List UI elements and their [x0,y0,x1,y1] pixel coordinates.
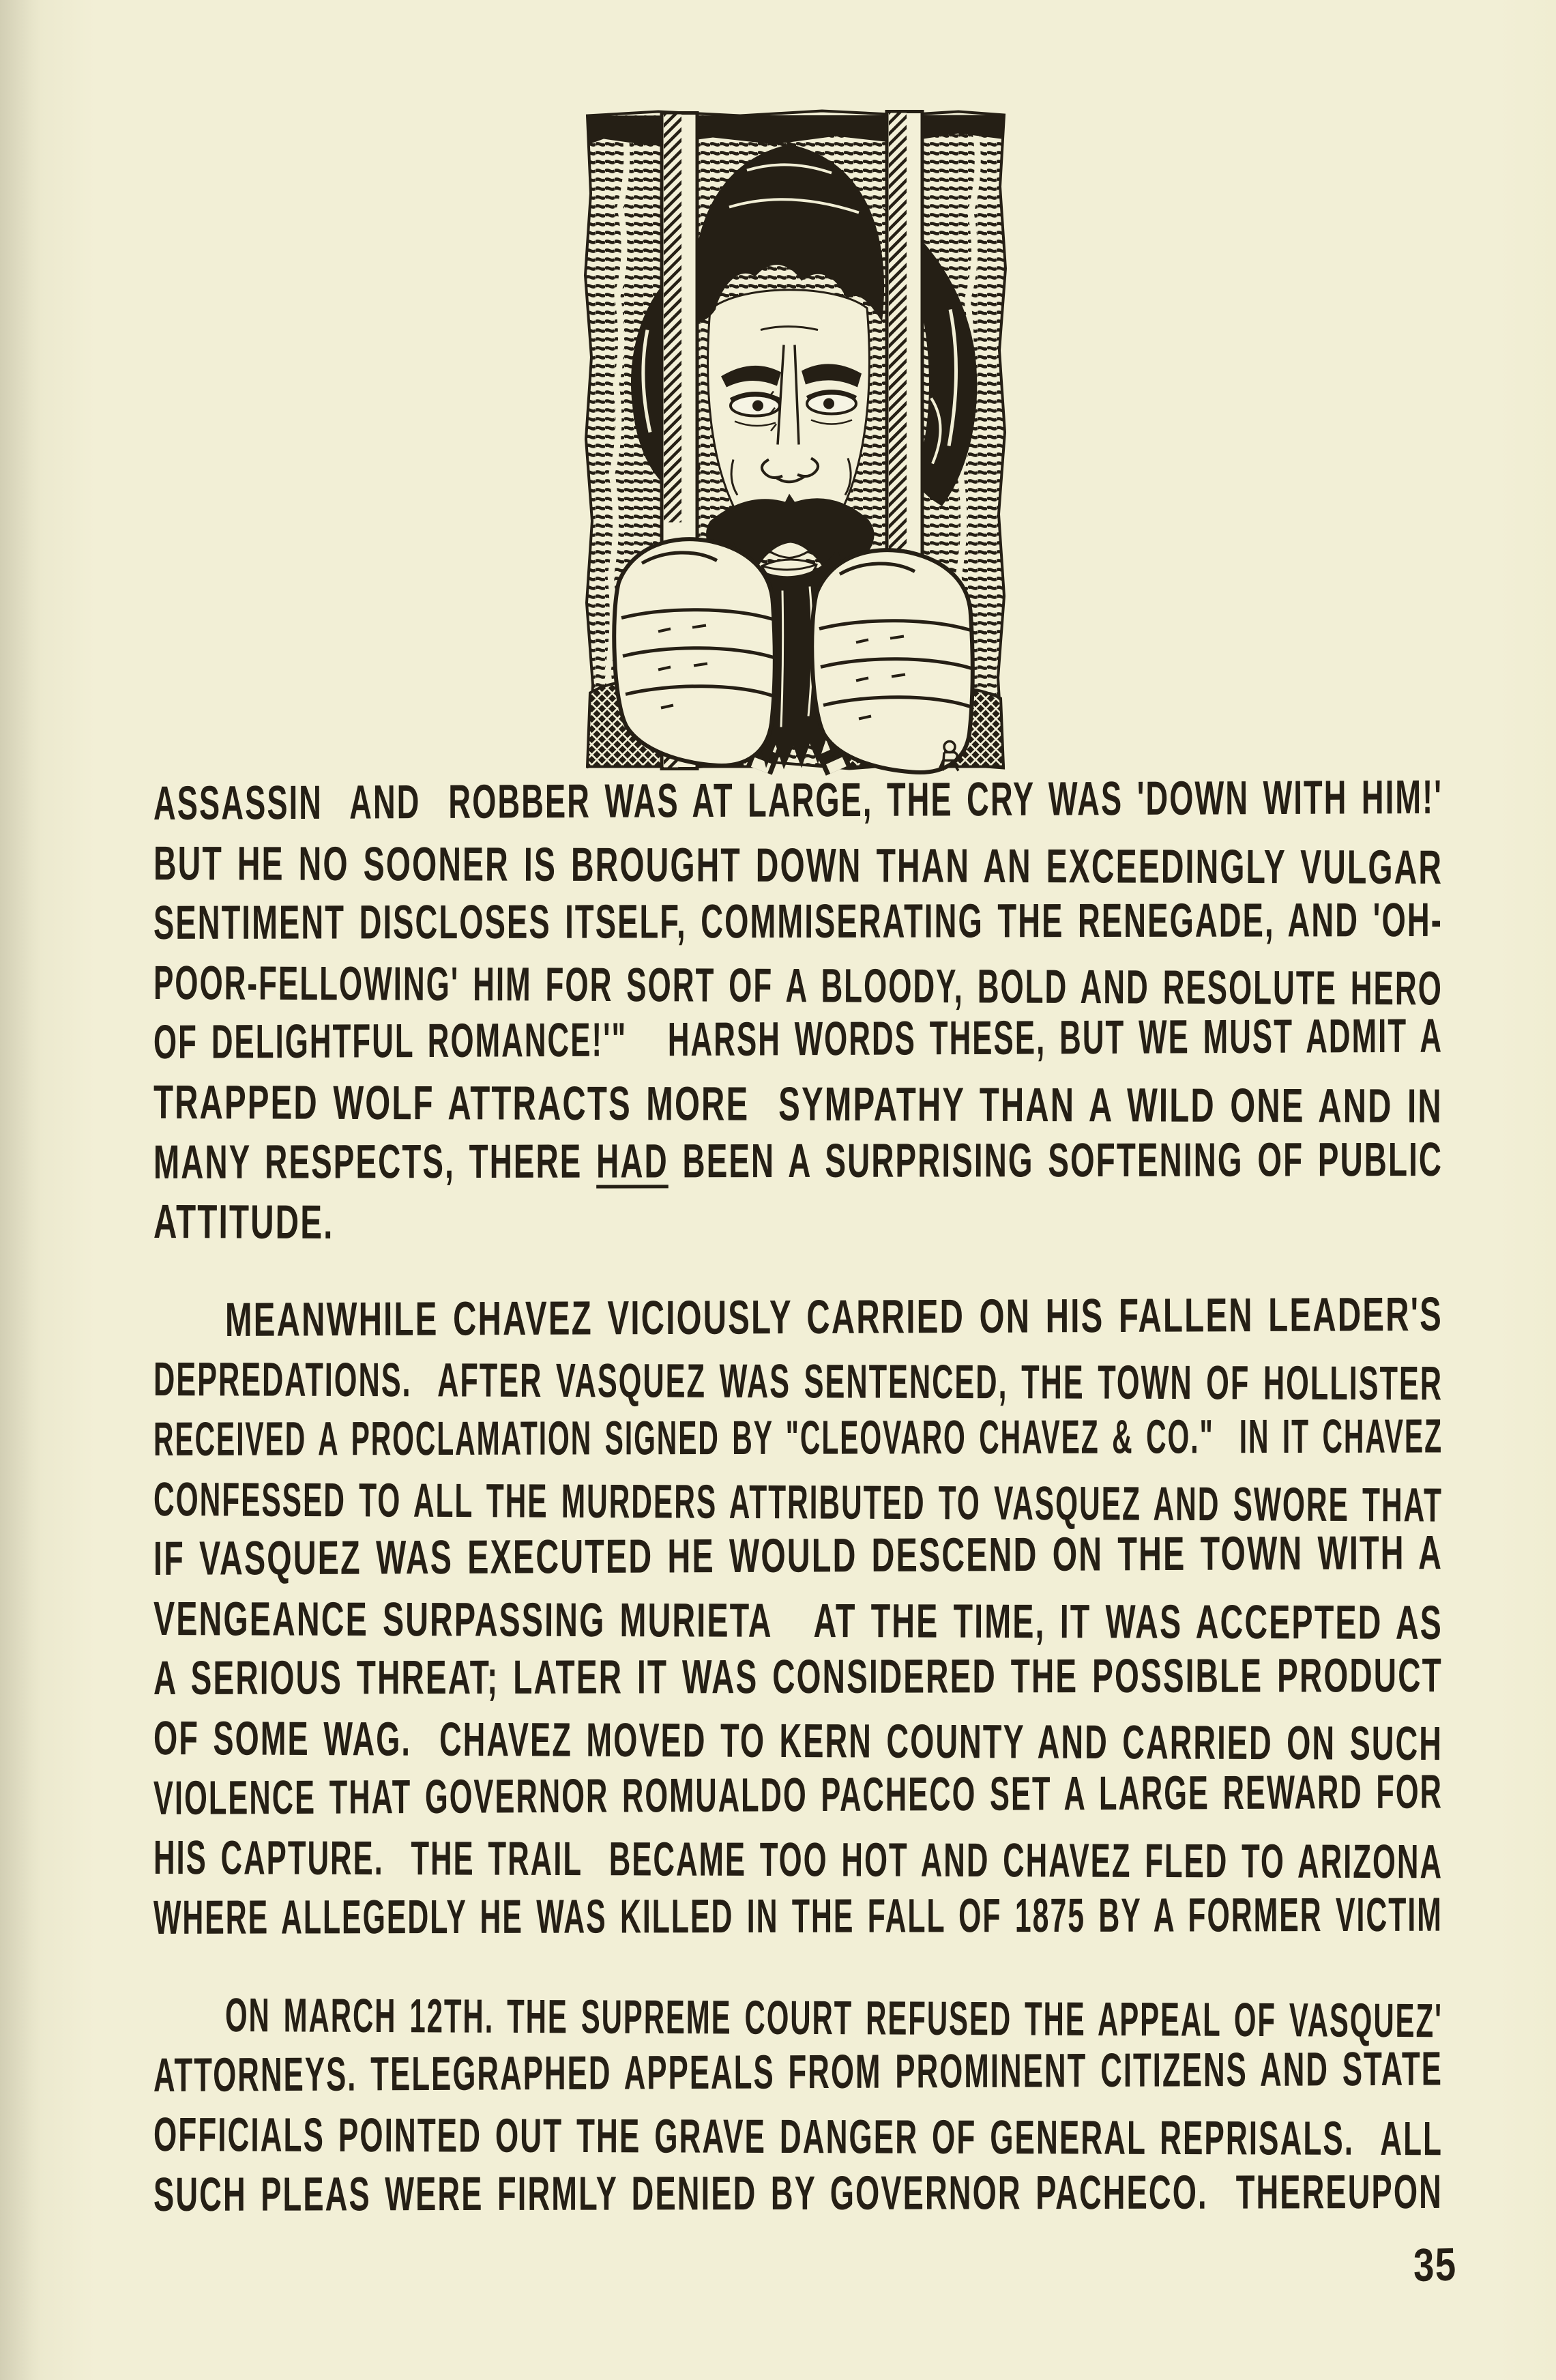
paragraph-3 [153,1986,1450,2224]
text-line: VIOLENCE THAT GOVERNOR ROMUALDO PACHECO SET A LARGE REWARD FOR [153,1764,1443,1825]
text-line: OF DELIGHTFUL ROMANCE!'" HARSH WORDS THESE, BUT WE MUST ADMIT A [153,1008,1443,1069]
text-line: ASSASSIN AND ROBBER WAS AT LARGE, THE CRY WAS 'DOWN WITH HIM!' [153,770,1443,830]
text-line: BUT HE NO SOONER IS BROUGHT DOWN THAN AN EXCEEDINGLY VULGAR [153,836,1443,894]
text-line: SENTIMENT DISCLOSES ITSELF, COMMISERATING THE RENEGADE, AND 'OH- [153,893,1443,950]
left-fist [614,539,775,766]
text-line: VENGEANCE SURPASSING MURIETA AT THE TIME, IT WAS ACCEPTED AS [153,1591,1443,1649]
text-line: WHERE ALLEGEDLY HE WAS KILLED IN THE FALL OF 1875 BY A FORMER VICTIM [153,1887,1443,1944]
text-line: ON MARCH 12TH. THE SUPREME COURT REFUSED THE APPEAL OF VASQUEZ' [224,1988,1443,2048]
text-line: DEPREDATIONS. AFTER VASQUEZ WAS SENTENCED, THE TOWN OF HOLLISTER [153,1352,1443,1410]
text-line: MEANWHILE CHAVEZ VICIOUSLY CARRIED ON HIS FALLEN LEADER'S [224,1287,1443,1346]
text-segment: BEEN A SURPRISING SOFTENING OF PUBLIC [668,1132,1443,1187]
body-text [153,770,1450,2225]
text-line: POOR-FELLOWING' HIM FOR SORT OF A BLOODY, BOLD AND RESOLUTE HERO [153,955,1443,1015]
man-behind-bars-illustration [576,104,1014,778]
text-line: ATTORNEYS. TELEGRAPHED APPEALS FROM PROMINENT CITIZENS AND STATE [153,2042,1443,2102]
page-gutter-shadow [0,0,41,2380]
text-line: HIS CAPTURE. THE TRAIL BECAME TOO HOT AND CHAVEZ FLED TO ARIZONA [153,1831,1443,1889]
paragraph-1 [153,770,1450,1252]
text-line: ATTITUDE. [153,1195,334,1249]
text-line: SUCH PLEAS WERE FIRMLY DENIED BY GOVERNOR PACHECO. THEREUPON [153,2164,1443,2222]
text-line: CONFESSED TO ALL THE MURDERS ATTRIBUTED TO VASQUEZ AND SWORE THAT [153,1472,1443,1532]
underlined-word: HAD [596,1133,669,1188]
right-fist [812,550,973,772]
text-line: A SERIOUS THREAT; LATER IT WAS CONSIDERED THE POSSIBLE PRODUCT [153,1649,1443,1705]
text-segment: MANY RESPECTS, THERE [153,1134,597,1189]
text-line [153,1133,1450,1193]
page-number: 35 [1413,2238,1458,2291]
text-line: TRAPPED WOLF ATTRACTS MORE SYMPATHY THAN A WILD ONE AND IN [153,1075,1443,1133]
text-line: IF VASQUEZ WAS EXECUTED HE WOULD DESCEND ON THE TOWN WITH A [153,1526,1443,1586]
text-line: RECEIVED A PROCLAMATION SIGNED BY "CLEOVARO CHAVEZ & CO." IN IT CHAVEZ [153,1409,1443,1466]
text-line: OF SOME WAG. CHAVEZ MOVED TO KERN COUNTY AND CARRIED ON SUCH [153,1711,1443,1771]
paragraph-2 [153,1287,1450,1948]
text-line: OFFICIALS POINTED OUT THE GRAVE DANGER OF GENERAL REPRISALS. ALL [153,2108,1443,2166]
